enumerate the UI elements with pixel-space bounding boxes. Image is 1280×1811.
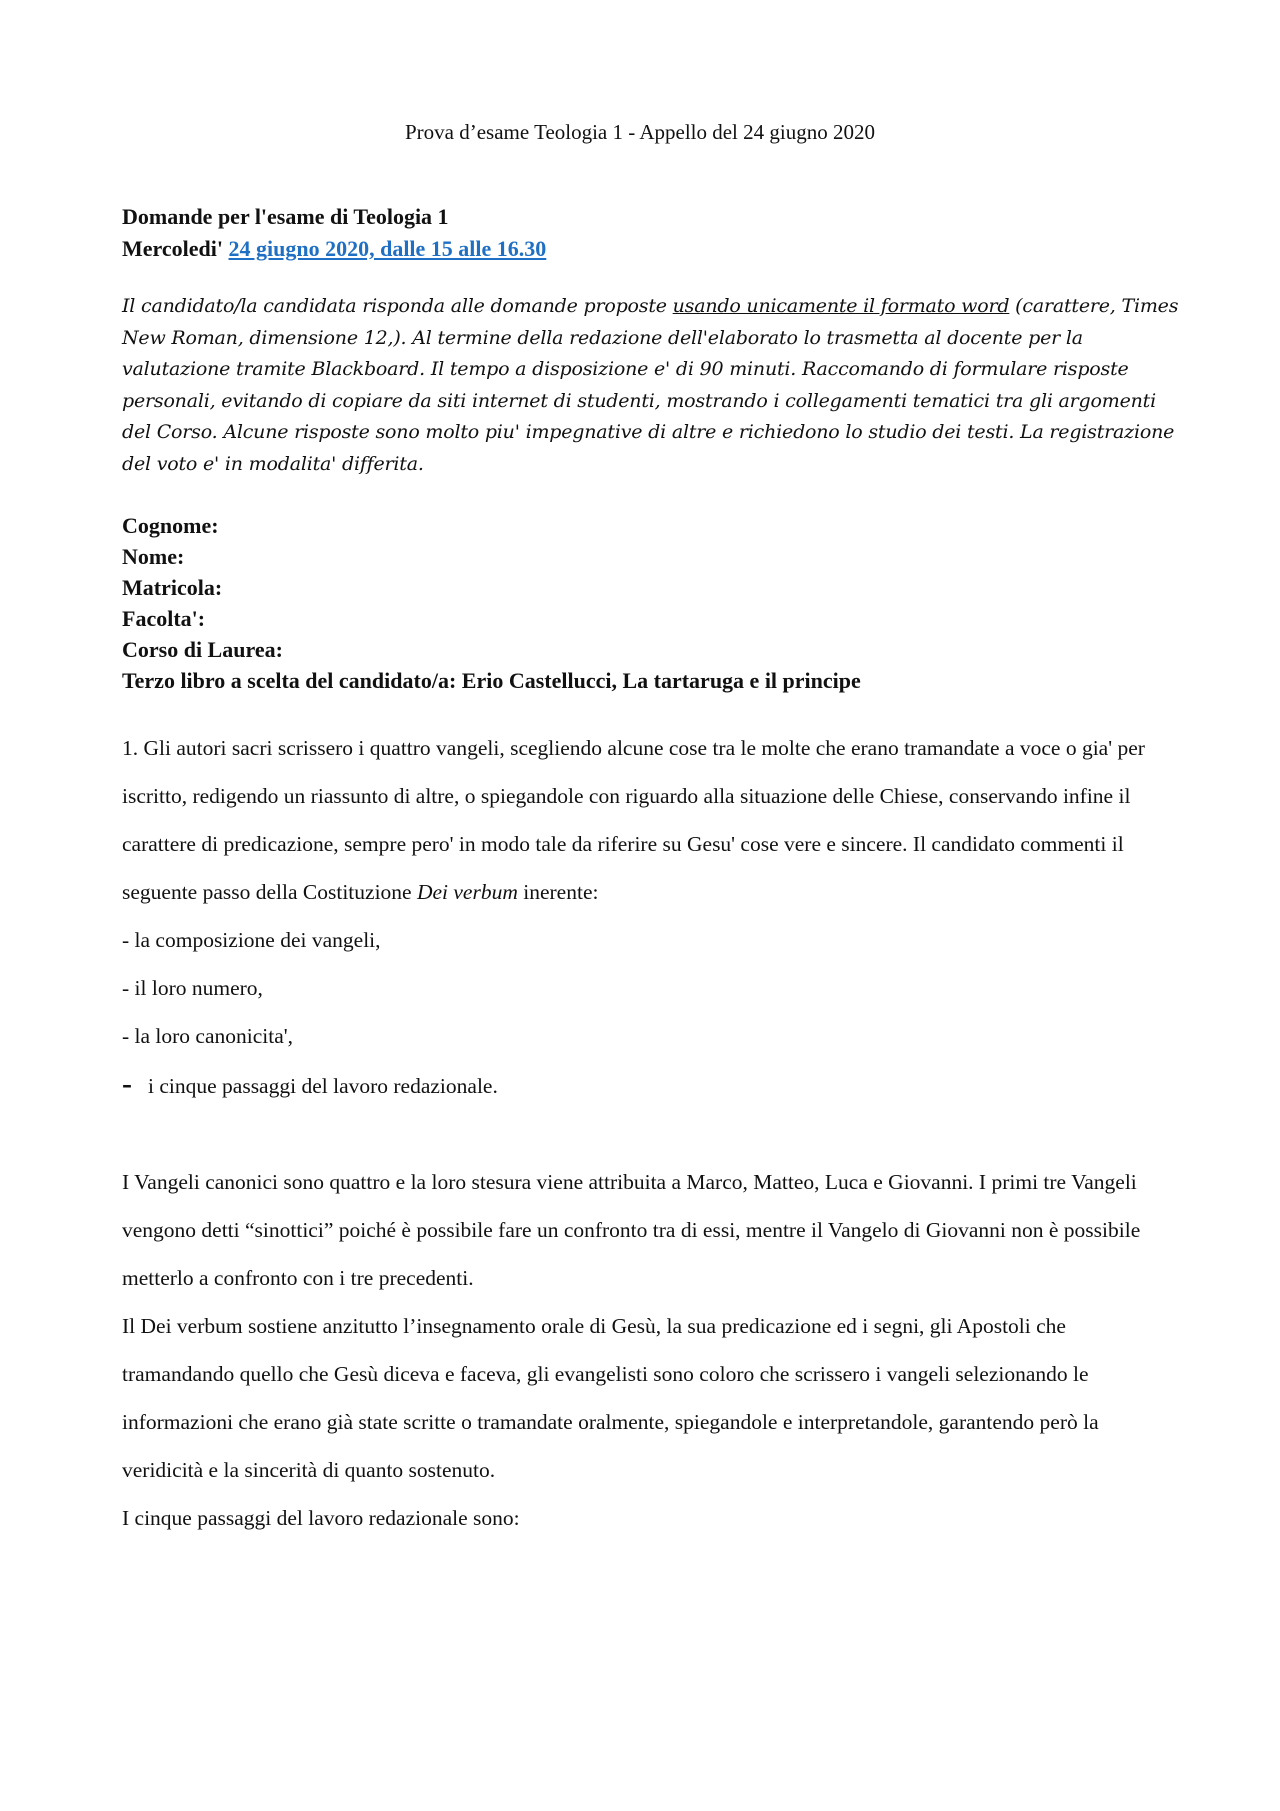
answer-paragraph-3: I cinque passaggi del lavoro redazionale sono: bbox=[122, 1506, 520, 1530]
question-end: inerente: bbox=[517, 880, 599, 904]
field-matricola: Matricola: bbox=[122, 575, 223, 600]
question-item-last bbox=[122, 1060, 1182, 1110]
document-body bbox=[122, 201, 1182, 1542]
question-text bbox=[122, 724, 1182, 916]
exam-heading: Domande per l'esame di Teologia 1 bbox=[122, 204, 449, 229]
field-nome: Nome: bbox=[122, 544, 185, 569]
instructions-text-1: Il candidato/la candidata risponda alle domande proposte bbox=[122, 295, 673, 317]
answer-section bbox=[122, 1158, 1182, 1542]
question-body: 1. Gli autori sacri scrissero i quattro vangeli, scegliendo alcune cose tra le molte che erano tramandate a voce o gia' per iscritto, redigendo un riassunto di altre, o spiegandole con riguardo alla situazione delle Chiese, conservando infine il carattere di predicazione, sempre pero' in modo tale da riferire su Gesu' cose vere e sincere. Il candidato commenti il seguente passo della Costituzione bbox=[122, 736, 1145, 904]
field-terzo-libro: Terzo libro a scelta del candidato/a: Erio Castellucci, La tartaruga e il principe bbox=[122, 668, 861, 693]
instructions-underlined: usando unicamente il formato word bbox=[672, 295, 1010, 317]
candidate-fields bbox=[122, 510, 1182, 696]
field-corso: Corso di Laurea: bbox=[122, 637, 283, 662]
question-italic-term: Dei verbum bbox=[416, 880, 518, 904]
field-cognome: Cognome: bbox=[122, 513, 219, 538]
answer-paragraph-2: Il Dei verbum sostiene anzitutto l’insegnamento orale di Gesù, la sua predicazione ed i segni, gli Apostoli che tramandando quello che Gesù diceva e faceva, gli evangelisti sono coloro che scrissero i vangeli selezionando le informazioni che erano già state scritte o tramandate oralmente, spiegandole e interpretandole, garantendo però la veridicità e la sincerità di quanto sostenuto. bbox=[122, 1314, 1099, 1482]
question-1 bbox=[122, 724, 1182, 1110]
question-item: - il loro numero, bbox=[122, 976, 263, 1000]
answer-paragraph-1: I Vangeli canonici sono quattro e la loro stesura viene attribuita a Marco, Matteo, Luca e Giovanni. I primi tre Vangeli vengono detti “sinottici” poiché è possibile fare un confronto tra di essi, mentre il Vangelo di Giovanni non è possibile metterlo a confronto con i tre precedenti. bbox=[122, 1170, 1141, 1290]
question-item: - la loro canonicita', bbox=[122, 1024, 294, 1048]
question-item-last-text: i cinque passaggi del lavoro redazionale. bbox=[148, 1074, 498, 1098]
question-item: - la composizione dei vangeli, bbox=[122, 928, 381, 952]
bullet-dash: - bbox=[122, 1067, 132, 1100]
instructions-text-2: (carattere, Times New Roman, dimensione 12,). Al termine della redazione dell'elaborato lo trasmetta al docente per la valutazione tramite Blackboard. Il tempo a disposizione e' di 90 minuti. Raccomando di formulare risposte personali, evitando di copiare da siti internet di studenti, mostrando i collegamenti tematici tra gli argomenti del Corso. Alcune risposte sono molto piu' impegnative di altre e richiedono lo studio dei testi. La registrazione del voto e' in modalita' differita. bbox=[122, 295, 1179, 475]
field-facolta: Facolta': bbox=[122, 606, 206, 631]
exam-date-link[interactable]: 24 giugno 2020, dalle 15 alle 16.30 bbox=[228, 236, 547, 261]
exam-date-line bbox=[122, 233, 1182, 265]
instructions-paragraph bbox=[122, 291, 1182, 480]
date-prefix: Mercoledi' bbox=[122, 236, 223, 261]
page-header: Prova d’esame Teologia 1 - Appello del 24 giugno 2020 bbox=[405, 120, 875, 144]
